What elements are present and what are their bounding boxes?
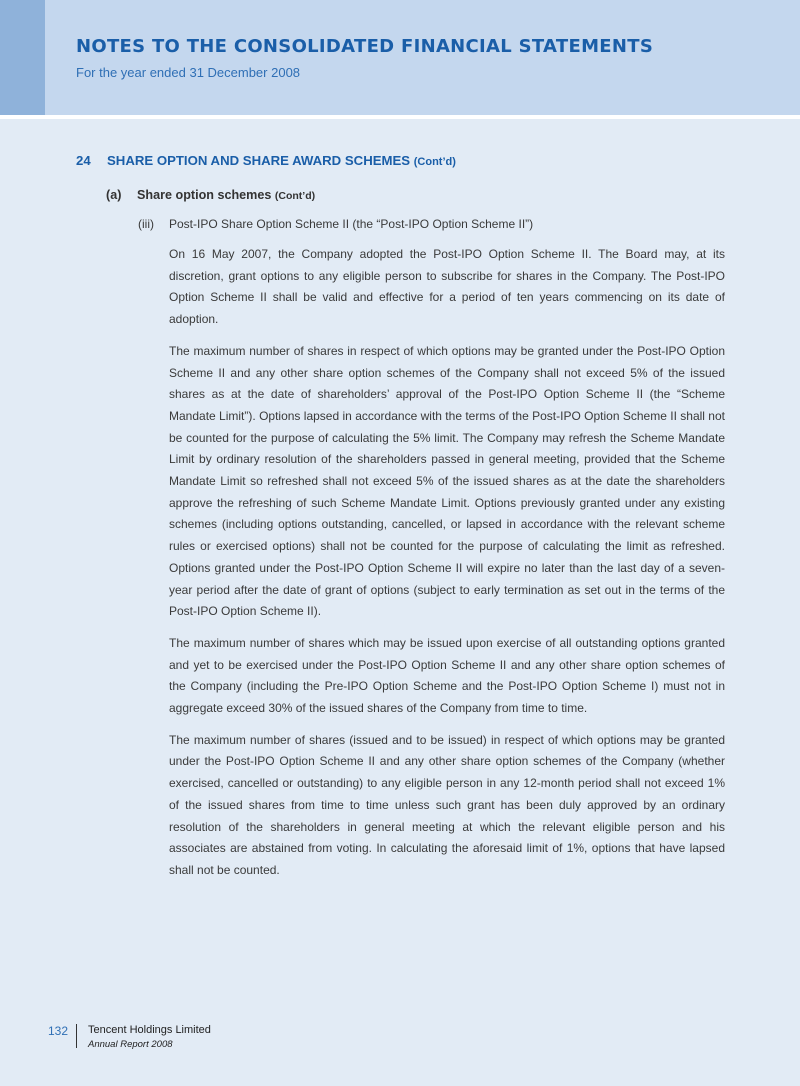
paragraph: The maximum number of shares (issued and to be issued) in respect of which options may be granted under the Post-IPO Option Scheme II and any other share option schemes of the Company (whether exercised, cancelled or outstanding) to any eligible person in any 12-month period shall not exceed 1% of the issued shares from time to time unless such grant has been duly approved by an ordinary resolution of the shareholders in general meeting at which the relevant eligible person and his associates are abstained from voting. In calculating the aforesaid limit of 1%, options that have lapsed shall not be counted. — [169, 732, 725, 877]
header-band — [0, 0, 800, 115]
item-numeral: (iii) — [138, 217, 154, 231]
header-divider — [0, 115, 800, 119]
footer-report: Annual Report 2008 — [88, 1039, 173, 1050]
subsection-title: Share option schemes — [137, 188, 272, 202]
section-cont: (Cont’d) — [413, 156, 456, 168]
paragraph: The maximum number of shares in respect of which options may be granted under the Post-IPO Option Scheme II and any other share option schemes of the Company shall not exceed 5% of the issued shares as at the date of shareholders’ approval of the Post-IPO Option Scheme II (the “Scheme Mandate Limit”). Options lapsed in accordance with the terms of the Post-IPO Option Scheme II shall not be counted for the purpose of calculating the 5% limit. The Company may refresh the Scheme Mandate Limit by ordinary resolution of the shareholders passed in general meeting, provided that the Scheme Mandate Limit so refreshed shall not exceed 5% of the issued shares as at the date the shareholders approve the refreshing of such Scheme Mandate Limit. Options previously granted under any existing schemes (including options outstanding, cancelled, or lapsed in accordance with the relevant scheme rules or exercised options) shall not be counted for the purpose of calculating the limit as refreshed. Options granted under the Post-IPO Option Scheme II will expire no later than the last day of a seven-year period after the date of grant of options (subject to early termination as set out in the terms of the Post-IPO Option Scheme II). — [169, 343, 725, 619]
body-text — [169, 244, 725, 892]
page-number: 132 — [48, 1024, 69, 1038]
paragraph: The maximum number of shares which may be issued upon exercise of all outstanding options granted and yet to be exercised under the Post-IPO Option Scheme II and any other share option schemes of the Company (including the Pre-IPO Option Scheme and the Post-IPO Option Scheme I) must not in aggregate exceed 30% of the issued shares of the Company from time to time. — [169, 635, 725, 716]
item-heading — [138, 217, 533, 231]
item-title: Post-IPO Share Option Scheme II (the “Post-IPO Option Scheme II”) — [169, 217, 534, 231]
subsection-label: (a) — [106, 188, 122, 202]
section-title: SHARE OPTION AND SHARE AWARD SCHEMES — [107, 153, 411, 168]
page-title: NOTES TO THE CONSOLIDATED FINANCIAL STATEMENTS — [76, 36, 654, 57]
footer-divider — [76, 1024, 77, 1048]
paragraph: On 16 May 2007, the Company adopted the Post-IPO Option Scheme II. The Board may, at its discretion, grant options to any eligible person to subscribe for shares in the Company. The Post-IPO Option Scheme II shall be valid and effective for a period of ten years commencing on its date of adoption. — [169, 247, 725, 327]
footer-company: Tencent Holdings Limited — [88, 1024, 211, 1036]
section-number: 24 — [76, 153, 91, 168]
header-tab-accent — [0, 0, 45, 115]
subsection-heading — [106, 188, 315, 202]
page-subtitle: For the year ended 31 December 2008 — [76, 65, 301, 80]
subsection-cont: (Cont’d) — [274, 190, 316, 202]
section-heading — [76, 153, 456, 168]
